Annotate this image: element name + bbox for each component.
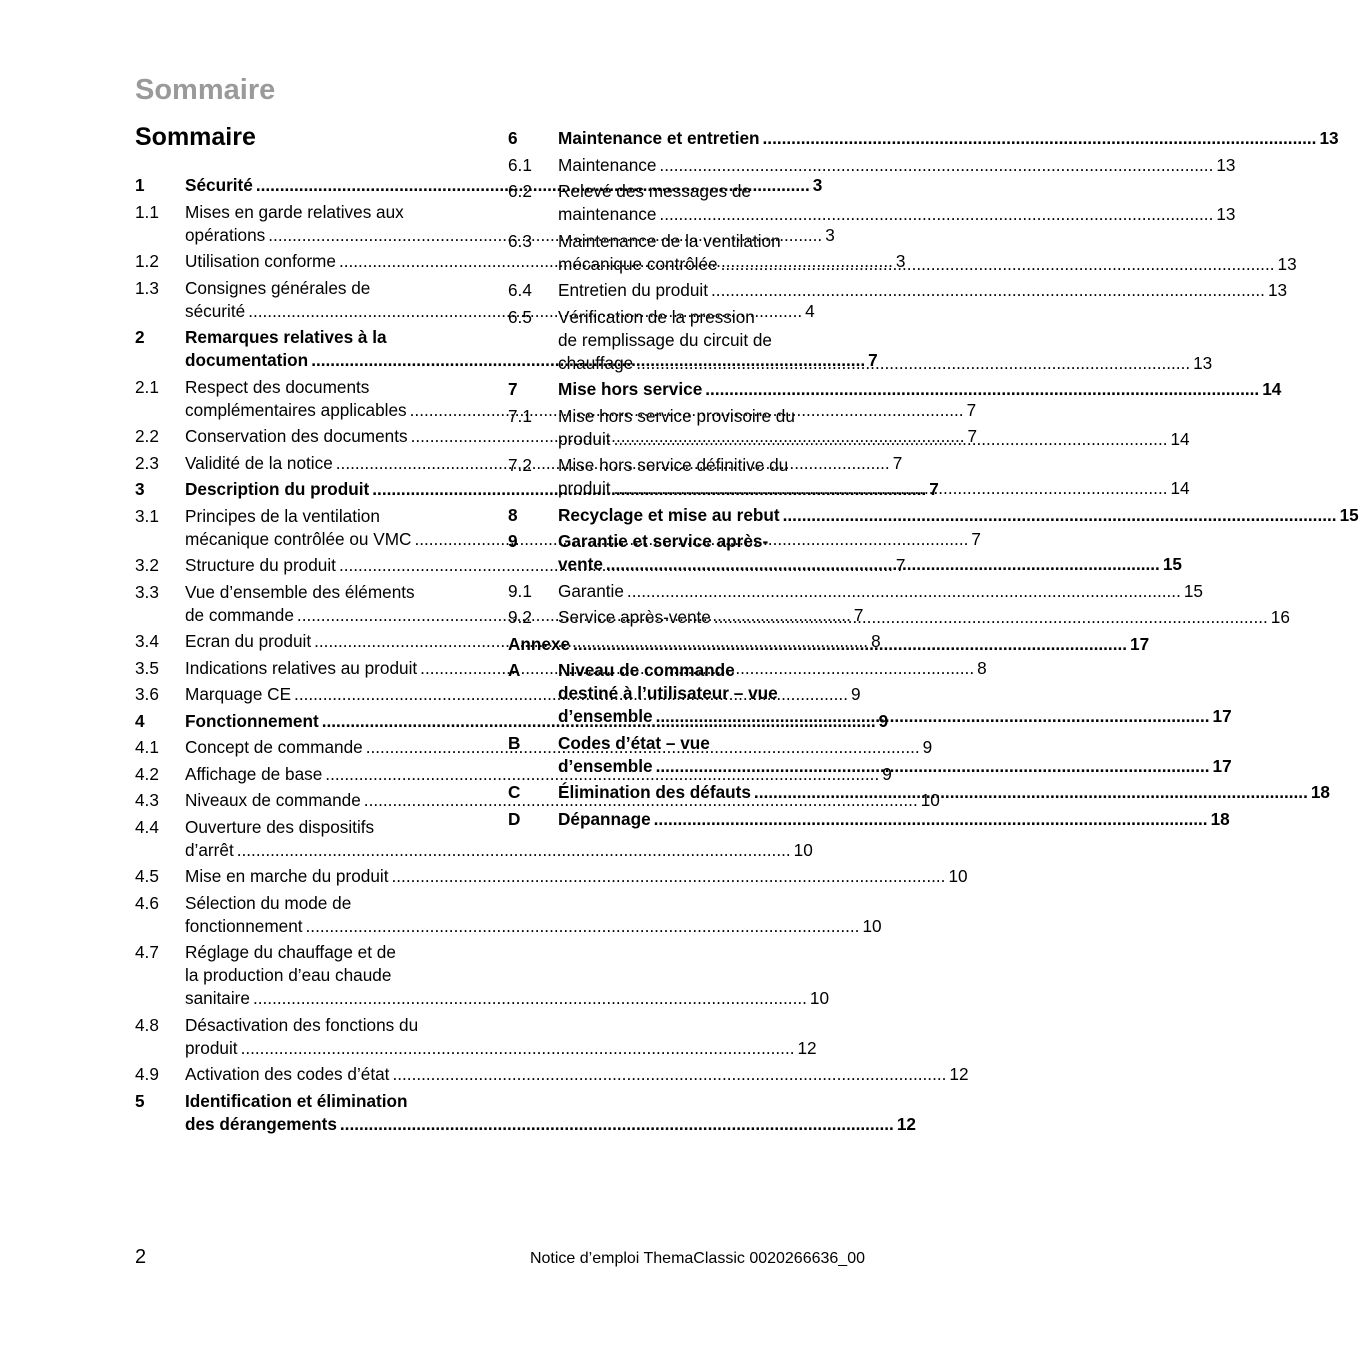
toc-entry-number: 2.3 <box>135 452 159 473</box>
toc-entry[interactable] <box>508 127 1339 154</box>
toc-entry-number: 2.2 <box>135 426 159 446</box>
toc-entry-title: Sélection du mode de <box>185 892 352 913</box>
toc-entry-number: 4.9 <box>135 1064 159 1084</box>
page-number: 2 <box>135 1246 147 1268</box>
toc-dot-leader <box>656 755 1210 778</box>
toc-entry-number: 9.2 <box>508 607 532 627</box>
toc-entry[interactable] <box>508 808 1230 835</box>
toc-entry-number: 4.3 <box>135 790 159 810</box>
toc-entry-title: Respect des documents <box>185 376 370 397</box>
toc-entry-title: Vérification de la pression <box>558 306 755 327</box>
toc-entry-page: 7 <box>868 350 878 370</box>
toc-entry[interactable] <box>135 478 939 505</box>
toc-dot-leader <box>783 504 1337 527</box>
toc-entry-number: 3.6 <box>135 684 159 704</box>
footer-doc-info: Notice d’emploi ThemaClassic 0020266636_00 <box>529 1250 865 1267</box>
toc-entry-title: Affichage de base <box>185 763 323 784</box>
toc-entry-title: Mise hors service <box>558 379 703 399</box>
toc-entry-page: 7 <box>971 528 981 549</box>
toc-entry-title: Niveaux de commande <box>185 790 361 810</box>
toc-entry[interactable] <box>508 154 1236 181</box>
toc-entry-title: de commande <box>185 604 294 625</box>
toc-entry-page: 10 <box>793 839 813 860</box>
toc-dot-leader <box>654 808 1208 831</box>
toc-dot-leader <box>721 253 1275 276</box>
toc-entry-number: 7.2 <box>508 455 532 475</box>
toc-entry-title: Sécurité <box>185 175 253 195</box>
toc-entry-page: 13 <box>1193 352 1213 373</box>
toc-entry-title: Annexe <box>508 633 571 654</box>
toc-entry-title: mécanique contrôlée <box>558 253 718 274</box>
toc-dot-leader <box>237 839 791 862</box>
toc-dot-leader <box>253 987 807 1010</box>
toc-entry-number: 1.1 <box>135 201 159 222</box>
toc-entry-page: 8 <box>871 631 881 651</box>
toc-entry-number: 3.1 <box>135 505 159 526</box>
toc-entry-title: fonctionnement <box>185 915 303 936</box>
toc-entry-number: 6.5 <box>508 306 532 327</box>
toc-entry[interactable] <box>508 580 1203 607</box>
toc-dot-leader <box>573 633 1127 656</box>
toc-entry-number: 4 <box>135 710 145 731</box>
toc-entry-page: 12 <box>896 1113 916 1134</box>
toc-entry-title: Mise en marche du produit <box>185 866 389 886</box>
toc-entry-number: 6.4 <box>508 280 532 300</box>
toc-entry-title: Structure du produit <box>185 555 336 575</box>
toc-entry-title: produit <box>558 478 611 498</box>
toc-entry-title: de remplissage du circuit de <box>558 329 772 350</box>
toc-entry[interactable] <box>508 659 1232 732</box>
toc-entry-title: Service après-vente <box>558 607 711 627</box>
toc-entry-title: chauffage <box>558 352 634 373</box>
toc-entry-page: 7 <box>892 452 903 473</box>
toc-entry-title: Mise hors service provisoire du <box>558 405 795 426</box>
toc-entry-page: 7 <box>895 555 906 575</box>
toc-entry-number: D <box>508 808 521 829</box>
toc-entry-page: 12 <box>949 1064 969 1084</box>
toc-entry-title: Description du produit <box>185 479 370 499</box>
toc-dot-leader <box>636 352 1190 375</box>
toc-entry-number: 7.1 <box>508 405 532 426</box>
toc-entry-title: destiné à l’utilisateur – vue <box>558 683 778 703</box>
toc-entry-page: 13 <box>1319 128 1339 148</box>
toc-entry-title: Conservation des documents <box>185 426 408 446</box>
toc-entry-page: 9 <box>922 737 933 757</box>
toc-entry-page: 7 <box>929 479 939 499</box>
toc-entry-title: vente <box>558 554 603 574</box>
toc-entry-page: 9 <box>850 684 861 704</box>
toc-dot-leader <box>711 279 1265 302</box>
toc-entry-number: 6.3 <box>508 230 532 251</box>
toc-entry-page: 17 <box>1130 633 1150 654</box>
toc-entry-page: 13 <box>1216 204 1236 224</box>
toc-entry-title: Garantie et service après- <box>558 531 769 551</box>
toc-entry[interactable] <box>135 892 882 942</box>
toc-entry-title: des dérangements <box>185 1113 337 1134</box>
toc-entry-number: 3.2 <box>135 555 159 575</box>
toc-dot-leader <box>659 203 1213 226</box>
toc-entry[interactable] <box>508 606 1290 633</box>
toc-entry[interactable] <box>135 1063 969 1090</box>
toc-entry-page: 9 <box>882 763 892 784</box>
toc-entry-number: 6.2 <box>508 181 532 201</box>
toc-entry[interactable] <box>135 1014 817 1064</box>
toc-entry-title: Remarques relatives à la <box>185 327 387 347</box>
toc-entry-title: d’ensemble <box>558 755 653 776</box>
toc-entry[interactable] <box>508 230 1297 280</box>
toc-entry-page: 7 <box>966 399 977 420</box>
toc-dot-leader <box>614 477 1168 500</box>
toc-entry-number: 4.2 <box>135 763 159 784</box>
toc-entry-number: 4.7 <box>135 942 159 962</box>
toc-dot-leader <box>306 915 860 938</box>
toc-entry-title: Recyclage et mise au rebut <box>558 504 780 525</box>
toc-entry-number: 6 <box>508 128 518 148</box>
toc-entry-title: Codes d’état – vue <box>558 732 710 753</box>
toc-entry[interactable] <box>508 378 1282 405</box>
toc-entry[interactable] <box>135 1090 916 1140</box>
toc-entry-number: 1.3 <box>135 277 159 298</box>
toc-entry-title: Consignes générales de <box>185 277 371 298</box>
toc-entry-page: 14 <box>1170 478 1190 498</box>
toc-entry[interactable] <box>508 279 1288 306</box>
toc-entry-title: Garantie <box>558 580 624 601</box>
toc-entry-title: Marquage CE <box>185 684 292 704</box>
toc-entry-page: 18 <box>1210 808 1230 829</box>
toc-entry-number: 5 <box>135 1090 145 1111</box>
toc-entry-title: sécurité <box>185 300 246 321</box>
toc-entry[interactable] <box>135 865 968 892</box>
toc-entry-title: documentation <box>185 350 309 370</box>
toc-entry-title: Identification et élimination <box>185 1090 408 1111</box>
toc-entry-number: 4.5 <box>135 866 159 886</box>
toc-entry[interactable] <box>508 306 1213 379</box>
toc-dot-leader <box>392 1063 946 1086</box>
toc-entry-title: Utilisation conforme <box>185 251 336 271</box>
toc-entry-number: 6.1 <box>508 154 532 175</box>
toc-dot-leader <box>340 1113 894 1136</box>
toc-entry-page: 10 <box>809 988 830 1008</box>
toc-dot-leader <box>392 865 946 888</box>
toc-entry[interactable] <box>508 180 1236 230</box>
toc-entry-title: Mises en garde relatives aux <box>185 201 404 222</box>
toc-entry-page: 13 <box>1216 154 1236 175</box>
toc-dot-leader <box>754 781 1308 804</box>
toc-entry-page: 18 <box>1310 782 1330 802</box>
toc-entry-title: produit <box>558 428 611 449</box>
toc-entry-title: Concept de commande <box>185 737 363 757</box>
toc-entry-number: 3.4 <box>135 631 159 651</box>
toc-entry-number: C <box>508 782 521 802</box>
toc-entry[interactable] <box>508 530 1182 580</box>
toc-entry-title: Relevé des messages de <box>558 181 751 201</box>
toc-dot-leader <box>614 428 1168 451</box>
toc-entry-title: Désactivation des fonctions du <box>185 1014 419 1035</box>
toc-entry-number: 8 <box>508 504 518 525</box>
toc-entry-number: 1 <box>135 175 145 195</box>
toc-entry-title: Réglage du chauffage et de <box>185 942 396 962</box>
toc-entry-title: opérations <box>185 224 266 245</box>
toc-entry-page: 13 <box>1267 280 1288 300</box>
toc-entry-page: 15 <box>1162 554 1182 574</box>
toc-entry-page: 10 <box>862 915 882 936</box>
toc-entry-page: 3 <box>812 175 823 195</box>
toc-dot-leader <box>606 553 1160 576</box>
toc-entry-number: 2.1 <box>135 376 159 397</box>
toc-entry-number: 9.1 <box>508 580 532 601</box>
toc-entry-page: 4 <box>805 300 815 321</box>
toc-dot-leader <box>656 705 1210 728</box>
toc-entry-number: 3 <box>135 479 145 499</box>
toc-entry-page: 12 <box>797 1037 817 1058</box>
toc-entry-title: Dépannage <box>558 808 651 829</box>
toc-entry-page: 13 <box>1277 253 1297 274</box>
toc-entry-page: 10 <box>920 790 940 810</box>
toc-entry-page: 10 <box>948 866 968 886</box>
toc-entry-title: Activation des codes d’état <box>185 1064 390 1084</box>
toc-entry-title: Ecran du produit <box>185 631 312 651</box>
toc-entry-title: Maintenance <box>558 154 657 175</box>
toc-entry-title: la production d’eau chaude <box>185 965 392 985</box>
toc-entry[interactable] <box>508 633 1150 660</box>
toc-entry-page: 7 <box>967 426 978 446</box>
toc-entry-page: 17 <box>1212 755 1232 776</box>
toc-entry-number: 3.3 <box>135 581 159 602</box>
toc-entry-page: 8 <box>977 657 987 678</box>
page-title: Sommaire <box>135 123 256 151</box>
toc-entry-number: A <box>508 660 521 680</box>
toc-entry-title: Maintenance et entretien <box>558 128 760 148</box>
toc-entry-title: Indications relatives au produit <box>185 657 418 678</box>
toc-entry[interactable] <box>508 405 1190 455</box>
toc-entry-title: Vue d’ensemble des éléments <box>185 581 415 602</box>
toc-entry-number: 9 <box>508 531 518 551</box>
toc-entry-page: 15 <box>1339 504 1359 525</box>
toc-entry-title: Mise hors service définitive du <box>558 455 789 475</box>
toc-dot-leader <box>627 580 1181 603</box>
toc-entry[interactable] <box>508 504 1359 531</box>
running-header: Sommaire <box>135 74 276 106</box>
toc-entry-number: 4.8 <box>135 1014 159 1035</box>
toc-entry-page: 14 <box>1170 428 1190 449</box>
toc-entry-title: Maintenance de la ventilation <box>558 230 781 251</box>
toc-entry-title: sanitaire <box>185 988 250 1008</box>
toc-dot-leader <box>659 154 1213 177</box>
toc-entry-title: Principes de la ventilation <box>185 505 380 526</box>
toc-entry[interactable] <box>135 941 830 1014</box>
toc-entry-page: 7 <box>853 604 864 625</box>
toc-entry-page: 15 <box>1183 580 1203 601</box>
toc-entry-title: complémentaires applicables <box>185 399 407 420</box>
toc-entry-title: produit <box>185 1037 238 1058</box>
toc-entry-page: 9 <box>878 710 889 731</box>
toc-entry[interactable] <box>508 454 1190 504</box>
toc-entry-page: 16 <box>1270 607 1290 627</box>
toc-entry-number: 4.6 <box>135 892 159 913</box>
toc-entry-title: d’ensemble <box>558 706 653 726</box>
toc-entry-title: Élimination des défauts <box>558 782 751 802</box>
toc-entry-title: Ouverture des dispositifs <box>185 816 375 837</box>
toc-dot-leader <box>714 606 1268 629</box>
toc-entry-page: 3 <box>895 251 906 271</box>
toc-entry-number: 1.2 <box>135 251 159 271</box>
toc-dot-leader <box>241 1037 795 1060</box>
toc-entry-title: mécanique contrôlée ou VMC <box>185 528 412 549</box>
toc-entry-title: Niveau de commande <box>558 660 735 680</box>
toc-entry[interactable] <box>508 732 1232 782</box>
toc-entry-number: 3.5 <box>135 657 159 678</box>
toc-entry-title: maintenance <box>558 204 657 224</box>
toc-entry-page: 17 <box>1212 706 1232 726</box>
toc-entry-page: 14 <box>1262 379 1282 399</box>
toc-entry-title: Fonctionnement <box>185 710 319 731</box>
toc-entry-title: d’arrêt <box>185 839 234 860</box>
toc-entry-number: 7 <box>508 379 518 399</box>
toc-dot-leader <box>705 378 1259 401</box>
toc-dot-leader <box>763 127 1317 150</box>
toc-entry-title: Entretien du produit <box>558 280 709 300</box>
toc-entry-page: 3 <box>825 224 835 245</box>
toc-entry-number: 2 <box>135 327 145 347</box>
toc-entry-title: Validité de la notice <box>185 452 333 473</box>
toc-entry-number: 4.1 <box>135 737 159 757</box>
toc-entry-number: B <box>508 732 521 753</box>
toc-entry-number: 4.4 <box>135 816 159 837</box>
